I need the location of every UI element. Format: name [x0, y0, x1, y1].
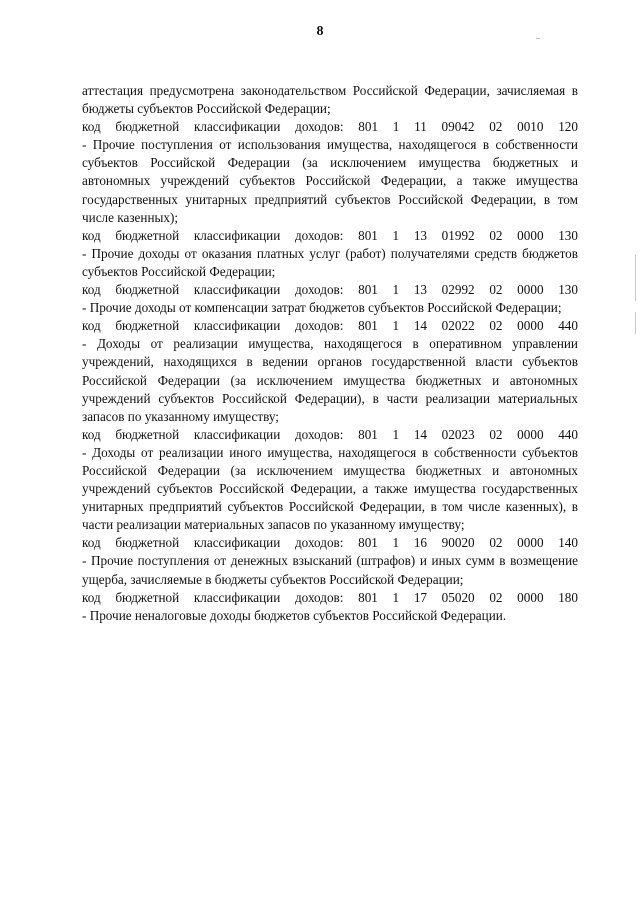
- paragraph-attestation: аттестация предусмотрена законодательством Российской Федерации, зачисляемая в бюджеты субъектов Российской Федерации;: [82, 83, 578, 117]
- classification-code-2: код бюджетной классификации доходов: 801 1 13 01992 02 0000 130: [82, 227, 578, 243]
- document-body: [82, 82, 578, 625]
- paragraph-fines: - Прочие поступления от денежных взысканий (штрафов) и иных сумм в возмещение ущерба, зачисляемые в бюджеты субъектов Российской Федерации;: [82, 553, 578, 587]
- paragraph-operational-property: - Доходы от реализации имущества, находящегося в оперативном управлении учреждений, находящихся в ведении органов государственной власти субъектов Российской Федерации (за исключением имущества бюджетных и автономных учреждений субъектов Российской Федерации), в части реализации материальных запасов по указанному имуществу;: [82, 336, 578, 424]
- classification-code-4: код бюджетной классификации доходов: 801 1 14 02022 02 0000 440: [82, 318, 578, 334]
- scan-mark: [536, 38, 540, 39]
- paragraph-property-use: - Прочие поступления от использования имущества, находящегося в собственности субъектов Российской Федерации (за исключением имущества бюджетных и автономных учреждений субъектов Российской Федерации, а также имущества государственных унитарных предприятий субъектов Российской Федерации, в том числе казенных);: [82, 137, 578, 225]
- classification-code-1: код бюджетной классификации доходов: 801 1 11 09042 02 0010 120: [82, 119, 578, 135]
- paragraph-non-tax-income: - Прочие неналоговые доходы бюджетов субъектов Российской Федерации.: [82, 607, 507, 623]
- scan-edge-mark: [635, 255, 636, 301]
- classification-code-3: код бюджетной классификации доходов: 801 1 13 02992 02 0000 130: [82, 282, 578, 298]
- paragraph-paid-services: - Прочие доходы от оказания платных услуг (работ) получателями средств бюджетов субъектов Российской Федерации;: [82, 245, 578, 279]
- classification-code-7: код бюджетной классификации доходов: 801 1 17 05020 02 0000 180: [82, 589, 578, 605]
- paragraph-cost-compensation: - Прочие доходы от компенсации затрат бюджетов субъектов Российской Федерации;: [82, 300, 562, 316]
- classification-code-6: код бюджетной классификации доходов: 801 1 16 90020 02 0000 140: [82, 535, 578, 551]
- scan-edge-mark: [635, 312, 636, 334]
- paragraph-other-property: - Доходы от реализации иного имущества, находящегося в собственности субъектов Российской Федерации (за исключением имущества бюджетных и автономных учреждений субъектов Российской Федерации, а также имущества государственных унитарных предприятий субъектов Российской Федерации, в том числе казенных), в части реализации материальных запасов по указанному имуществу;: [82, 444, 578, 533]
- page-number: 8: [316, 24, 324, 39]
- classification-code-5: код бюджетной классификации доходов: 801 1 14 02023 02 0000 440: [82, 426, 578, 442]
